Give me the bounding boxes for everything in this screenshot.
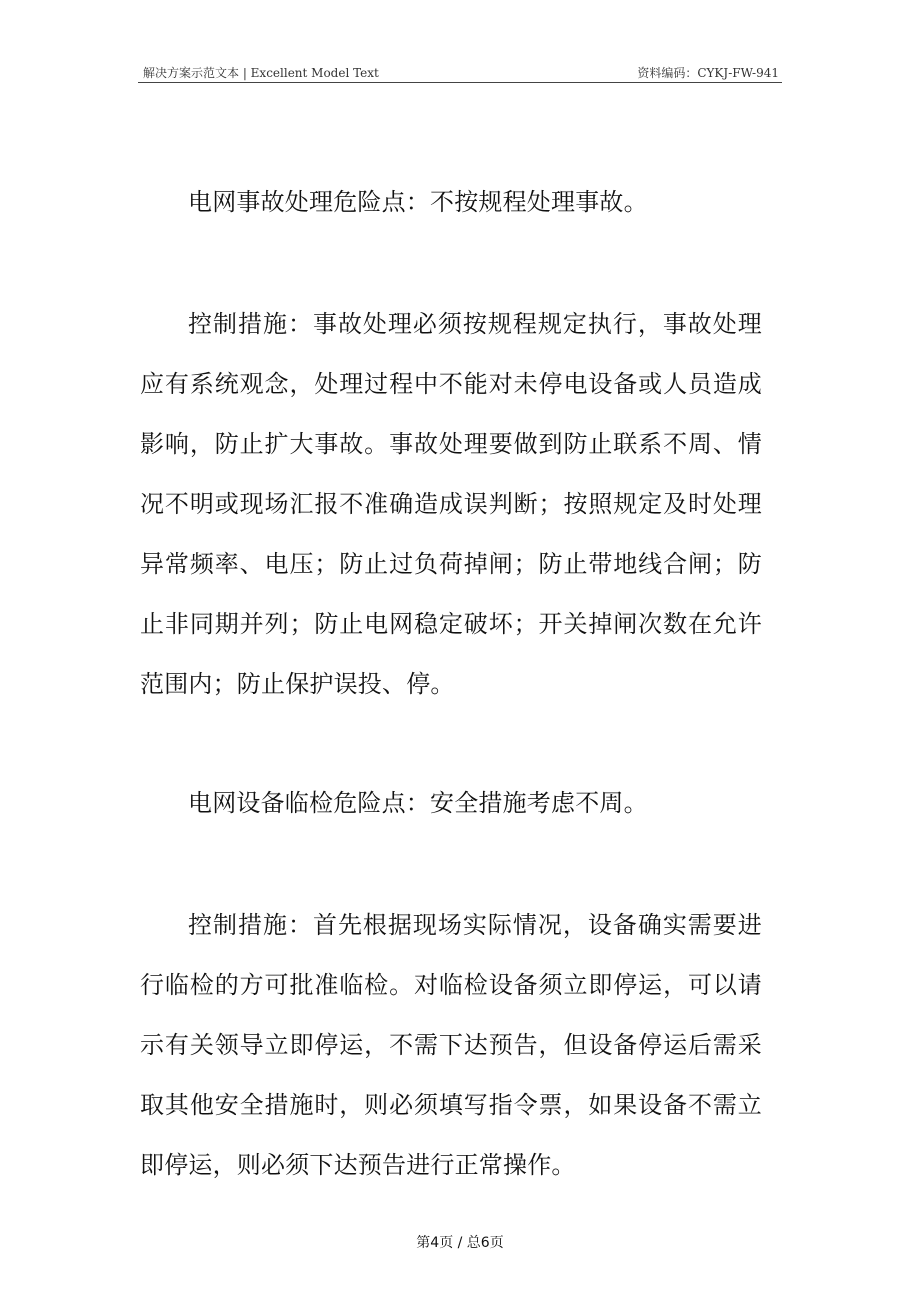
header-title: 解决方案示范文本 | Excellent Model Text (143, 66, 379, 80)
page-header (138, 62, 782, 83)
paragraph-control-maintenance: 控制措施：首先根据现场实际情况，设备确实需要进行临检的方可批准临检。对临检设备须立即停运，可以请示有关领导立即停运，不需下达预告，但设备停运后需采取其他安全措施时，则必须填写指令票，如果设备不需立即停运，则必须下达预告进行正常操作。 (140, 911, 762, 1179)
document-code: 资料编码：CYKJ-FW-941 (637, 66, 779, 80)
paragraph-hazard-maintenance: 电网设备临检危险点：安全措施考虑不周。 (188, 789, 648, 817)
paragraph-hazard-accident: 电网事故处理危险点：不按规程处理事故。 (188, 188, 648, 216)
paragraph-control-accident: 控制措施：事故处理必须按规程规定执行，事故处理应有系统观念，处理过程中不能对未停电设备或人员造成影响，防止扩大事故。事故处理要做到防止联系不周、情况不明或现场汇报不准确造成误判断；按照规定及时处理异常频率、电压；防止过负荷掉闸；防止带地线合闸；防止非同期并列；防止电网稳定破坏；开关掉闸次数在允许范围内；防止保护误投、停。 (140, 310, 762, 698)
page-number: 第4页 / 总6页 (416, 1235, 504, 1251)
